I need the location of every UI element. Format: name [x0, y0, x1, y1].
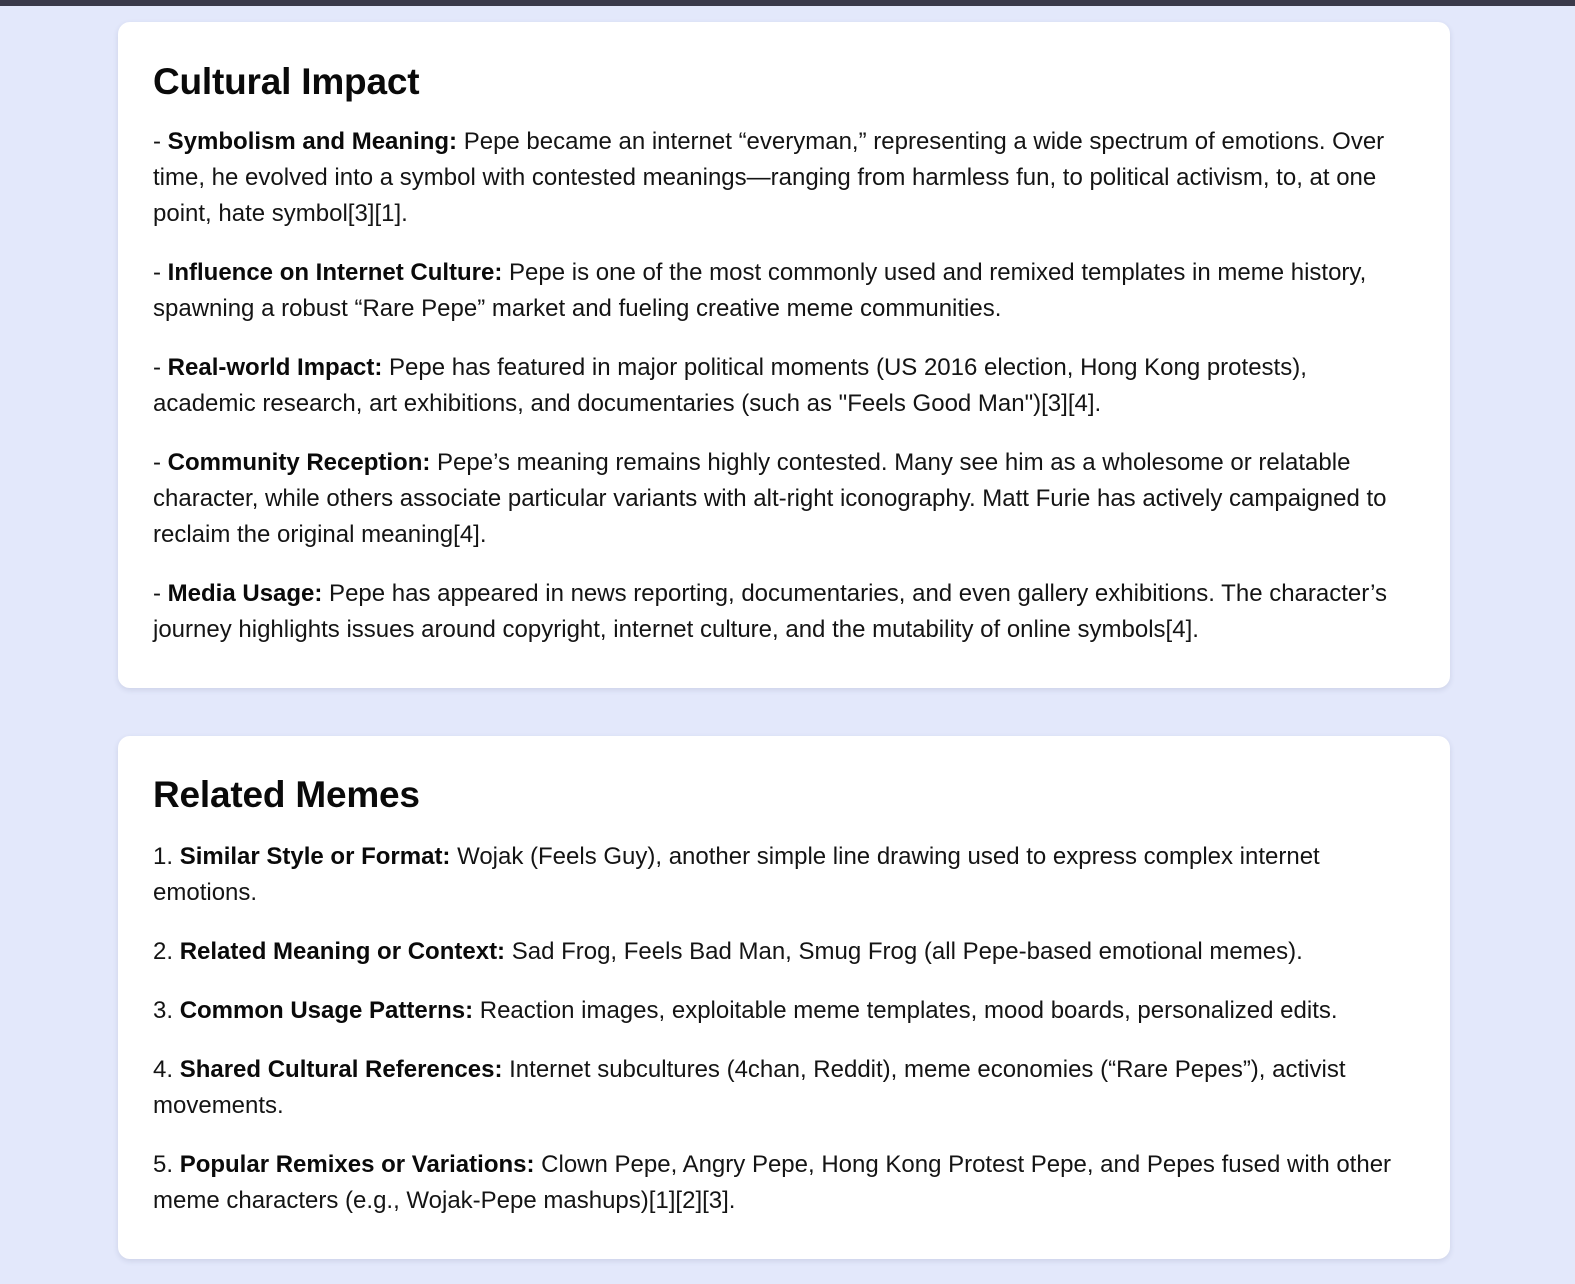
item-text: Internet subcultures (4chan, Reddit), meme economies (“Rare Pepes”), activist movements. [153, 1056, 1346, 1119]
cultural-impact-item-symbolism [153, 124, 1415, 232]
related-memes-item-references [153, 1052, 1415, 1124]
cultural-impact-list [153, 104, 1415, 648]
cultural-impact-item-real-world [153, 350, 1415, 422]
item-label: Shared Cultural References: [179, 1056, 503, 1083]
item-text: Clown Pepe, Angry Pepe, Hong Kong Protest Pepe, and Pepes fused with other meme characters (e.g., Wojak-Pepe mashups)[1][2][3]. [153, 1151, 1392, 1214]
item-text: Pepe has appeared in news reporting, documentaries, and even gallery exhibitions. The character’s journey highlights issues around copyright, internet culture, and the mutability of online symbols[4]. [153, 580, 1388, 643]
item-label: Media Usage: [167, 580, 323, 607]
item-prefix: - [153, 259, 168, 286]
item-text: Sad Frog, Feels Bad Man, Smug Frog (all Pepe-based emotional memes). [505, 938, 1303, 965]
item-text: Pepe became an internet “everyman,” representing a wide spectrum of emotions. Over time, he evolved into a symbol with contested meanings—ranging from harmless fun, to political activism, to, at one point, hate symbol[3][1]. [153, 128, 1385, 227]
cultural-impact-item-influence [153, 255, 1415, 327]
cultural-impact-item-community [153, 445, 1415, 553]
item-text: Wojak (Feels Guy), another simple line drawing used to express complex internet emotions. [153, 843, 1320, 906]
related-memes-item-meaning [153, 934, 1415, 970]
item-prefix: - [153, 128, 168, 155]
item-text: Pepe’s meaning remains highly contested. Many see him as a wholesome or relatable character, while others associate particular variants with alt-right iconography. Matt Furie has actively campaigned to reclaim the original meaning[4]. [153, 449, 1387, 548]
item-prefix: 4. [153, 1056, 180, 1083]
item-text: Pepe has featured in major political moments (US 2016 election, Hong Kong protests), academic research, art exhibitions, and documentaries (such as "Feels Good Man")[3][4]. [153, 354, 1307, 417]
item-prefix: - [153, 354, 168, 381]
item-prefix: 1. [153, 843, 180, 870]
cultural-impact-item-media [153, 576, 1415, 648]
item-label: Community Reception: [167, 449, 431, 476]
item-prefix: 3. [153, 997, 180, 1024]
item-label: Similar Style or Format: [179, 843, 451, 870]
item-prefix: - [153, 449, 168, 476]
related-memes-item-style [153, 839, 1415, 911]
item-label: Common Usage Patterns: [179, 997, 474, 1024]
related-memes-card [118, 736, 1450, 1259]
top-bar [0, 0, 1575, 6]
item-label: Real-world Impact: [167, 354, 383, 381]
item-prefix: - [153, 580, 168, 607]
cultural-impact-heading: Cultural Impact [153, 61, 420, 102]
item-label: Popular Remixes or Variations: [179, 1151, 535, 1178]
related-memes-heading: Related Memes [153, 774, 420, 815]
item-prefix: 5. [153, 1151, 180, 1178]
item-prefix: 2. [153, 938, 180, 965]
item-label: Related Meaning or Context: [179, 938, 506, 965]
item-text: Reaction images, exploitable meme templates, mood boards, personalized edits. [473, 997, 1338, 1024]
item-text: Pepe is one of the most commonly used and remixed templates in meme history, spawning a robust “Rare Pepe” market and fueling creative meme communities. [153, 259, 1367, 322]
cultural-impact-card [118, 22, 1450, 688]
item-label: Influence on Internet Culture: [167, 259, 503, 286]
related-memes-item-usage [153, 993, 1415, 1029]
related-memes-item-remixes [153, 1147, 1415, 1219]
item-label: Symbolism and Meaning: [167, 128, 458, 155]
related-memes-list [153, 817, 1415, 1219]
